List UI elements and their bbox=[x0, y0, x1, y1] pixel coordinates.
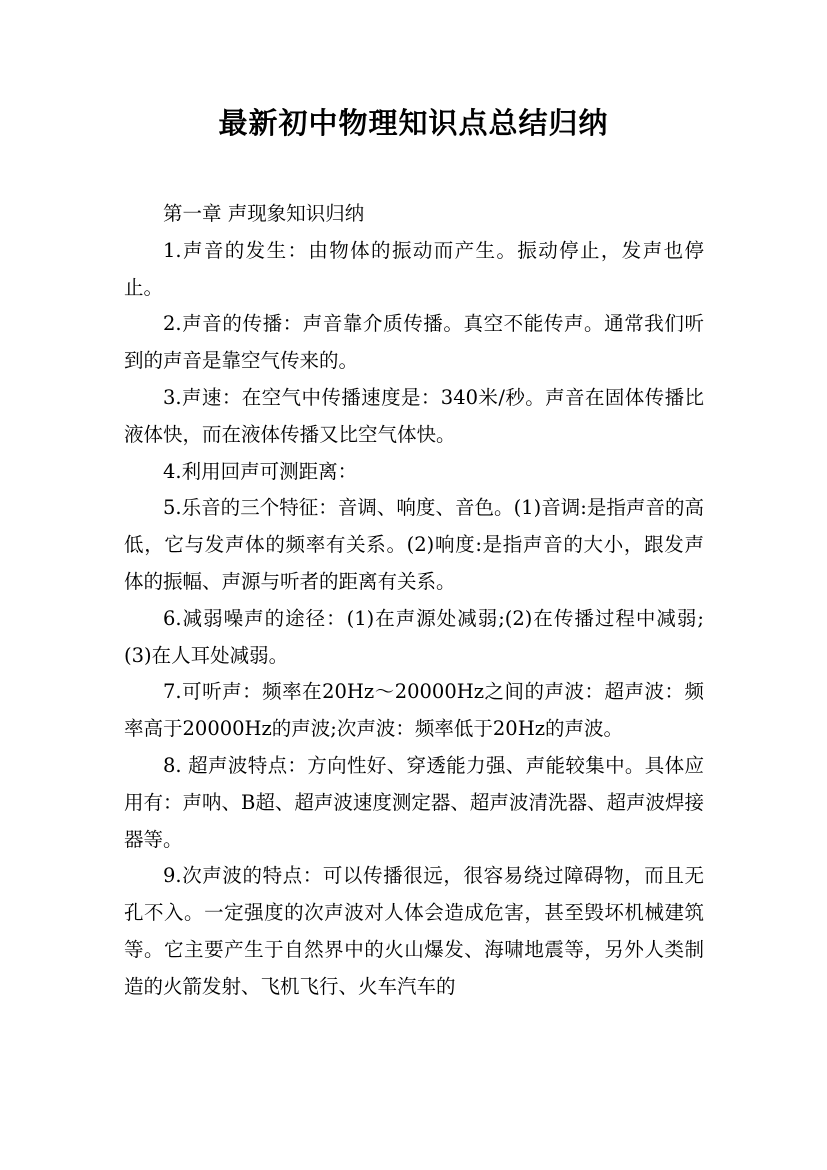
paragraph-3: 3.声速：在空气中传播速度是：340米/秒。声音在固体传播比液体快，而在液体传播又比空气体快。 bbox=[124, 385, 704, 446]
page-title: 最新初中物理知识点总结归纳 bbox=[218, 106, 609, 140]
paragraph-8: 8. 超声波特点：方向性好、穿透能力强、声能较集中。具体应用有：声呐、B超、超声波速度测定器、超声波清洗器、超声波焊接器等。 bbox=[124, 753, 704, 851]
paragraph-9: 9.次声波的特点：可以传播很远，很容易绕过障碍物，而且无孔不入。一定强度的次声波对人体会造成危害，甚至毁坏机械建筑等。它主要产生于自然界中的火山爆发、海啸地震等，另外人类制造的火箭发射、飞机飞行、火车汽车的 bbox=[124, 864, 704, 998]
paragraph-1: 1.声音的发生：由物体的振动而产生。振动停止，发声也停止。 bbox=[124, 238, 704, 299]
paragraph-7: 7.可听声：频率在20Hz～20000Hz之间的声波：超声波：频率高于20000Hz的声波;次声波：频率低于20Hz的声波。 bbox=[124, 680, 704, 741]
document-body bbox=[124, 196, 704, 1006]
paragraph-6: 6.减弱噪声的途径：(1)在声源处减弱;(2)在传播过程中减弱;(3)在人耳处减弱。 bbox=[124, 606, 704, 667]
chapter-heading: 第一章 声现象知识归纳 bbox=[163, 202, 365, 225]
paragraph-5: 5.乐音的三个特征：音调、响度、音色。(1)音调:是指声音的高低，它与发声体的频率有关系。(2)响度:是指声音的大小，跟发声体的振幅、声源与听者的距离有关系。 bbox=[124, 496, 704, 593]
paragraph-4: 4.利用回声可测距离： bbox=[163, 459, 358, 483]
paragraph-2: 2.声音的传播：声音靠介质传播。真空不能传声。通常我们听到的声音是靠空气传来的。 bbox=[124, 312, 704, 373]
